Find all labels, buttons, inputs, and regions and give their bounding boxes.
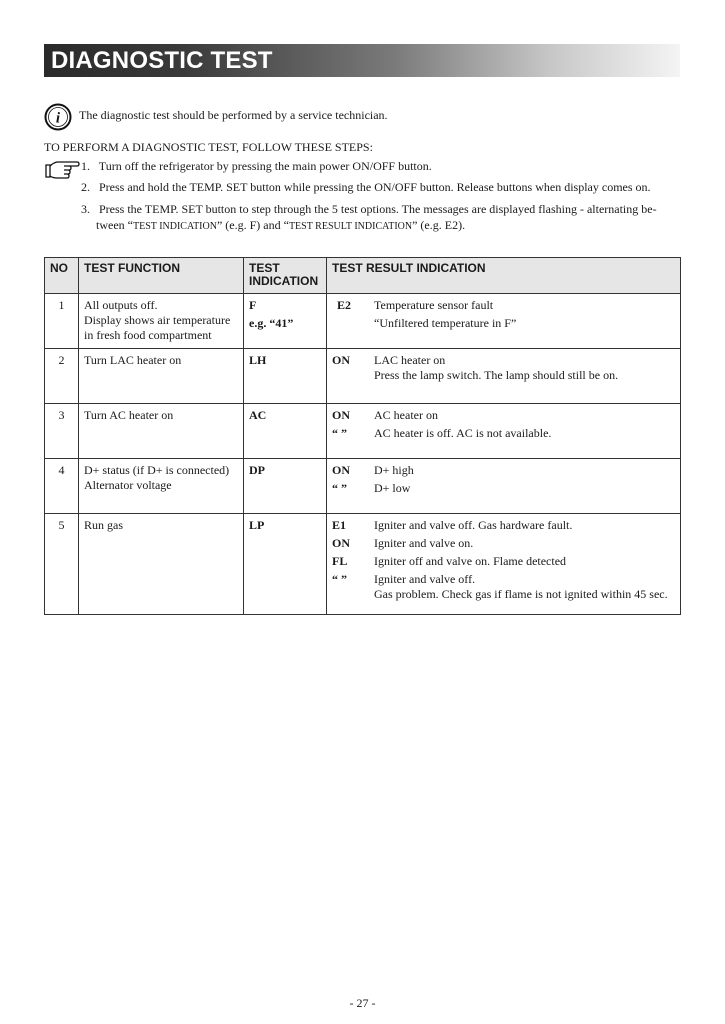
row-function: All outputs off. Display shows air temperature in fresh food compartment	[79, 294, 244, 349]
page-number: - 27 -	[349, 996, 376, 1010]
row-results: ON AC heater on “ ” AC heater is off. AC is not available.	[327, 404, 681, 459]
row-no: 2	[45, 349, 79, 404]
header-test-function: TEST FUNCTION	[79, 258, 244, 294]
header-no: NO	[45, 258, 79, 294]
row-function: Turn AC heater on	[79, 404, 244, 459]
title-bar	[44, 44, 680, 77]
row-results: ON D+ high “ ” D+ low	[327, 459, 681, 514]
row-indication: LP	[244, 514, 327, 615]
svg-text:i: i	[55, 110, 61, 127]
row-indication: DP	[244, 459, 327, 514]
step-3: 3. Press the TEMP. SET button to step through the 5 test options. The messages are displayed flashing - alternating be- tween “TEST INDICATION” (e.g. F) and “TEST RESULT INDICATION” (e.g. E2).	[81, 201, 676, 235]
row-function: D+ status (if D+ is connected) Alternator voltage	[79, 459, 244, 514]
row-indication: LH	[244, 349, 327, 404]
table-row	[45, 294, 681, 349]
row-function: Turn LAC heater on	[79, 349, 244, 404]
steps-heading: TO PERFORM A DIAGNOSTIC TEST, FOLLOW THESE STEPS:	[44, 140, 373, 154]
technician-note: The diagnostic test should be performed by a service technician.	[79, 108, 388, 122]
table-row	[45, 514, 681, 615]
row-no: 3	[45, 404, 79, 459]
step-3-line-2: tween “TEST INDICATION” (e.g. F) and “TEST RESULT INDICATION” (e.g. E2).	[96, 218, 466, 232]
diagnostic-table	[44, 257, 681, 615]
row-no: 4	[45, 459, 79, 514]
row-indication: F e.g. “41”	[244, 294, 327, 349]
step-1: 1. Turn off the refrigerator by pressing the main power ON/OFF button.	[81, 159, 432, 173]
table-row	[45, 404, 681, 459]
table-row	[45, 349, 681, 404]
row-no: 1	[45, 294, 79, 349]
step-2: 2. Press and hold the TEMP. SET button while pressing the ON/OFF button. Release buttons when display comes on.	[81, 180, 651, 194]
row-no: 5	[45, 514, 79, 615]
header-test-indication: TEST INDICATION	[244, 258, 327, 294]
table-header-row	[45, 258, 681, 294]
row-indication: AC	[244, 404, 327, 459]
header-test-result: TEST RESULT INDICATION	[327, 258, 681, 294]
row-results: ON LAC heater on Press the lamp switch. The lamp should still be on.	[327, 349, 681, 404]
row-results: E1 Igniter and valve off. Gas hardware fault. ON Igniter and valve on. FL Igniter off and valve on. Flame detected “ ” Igniter and valve off. Gas problem. Check gas if flame is not ignited within 45 sec.	[327, 514, 681, 615]
page-title: DIAGNOSTIC TEST	[51, 47, 273, 74]
table-row	[45, 459, 681, 514]
row-results: E2 Temperature sensor fault “Unfiltered temperature in F”	[327, 294, 681, 349]
pointing-hand-icon	[44, 157, 80, 179]
row-function: Run gas	[79, 514, 244, 615]
info-icon	[44, 103, 72, 131]
